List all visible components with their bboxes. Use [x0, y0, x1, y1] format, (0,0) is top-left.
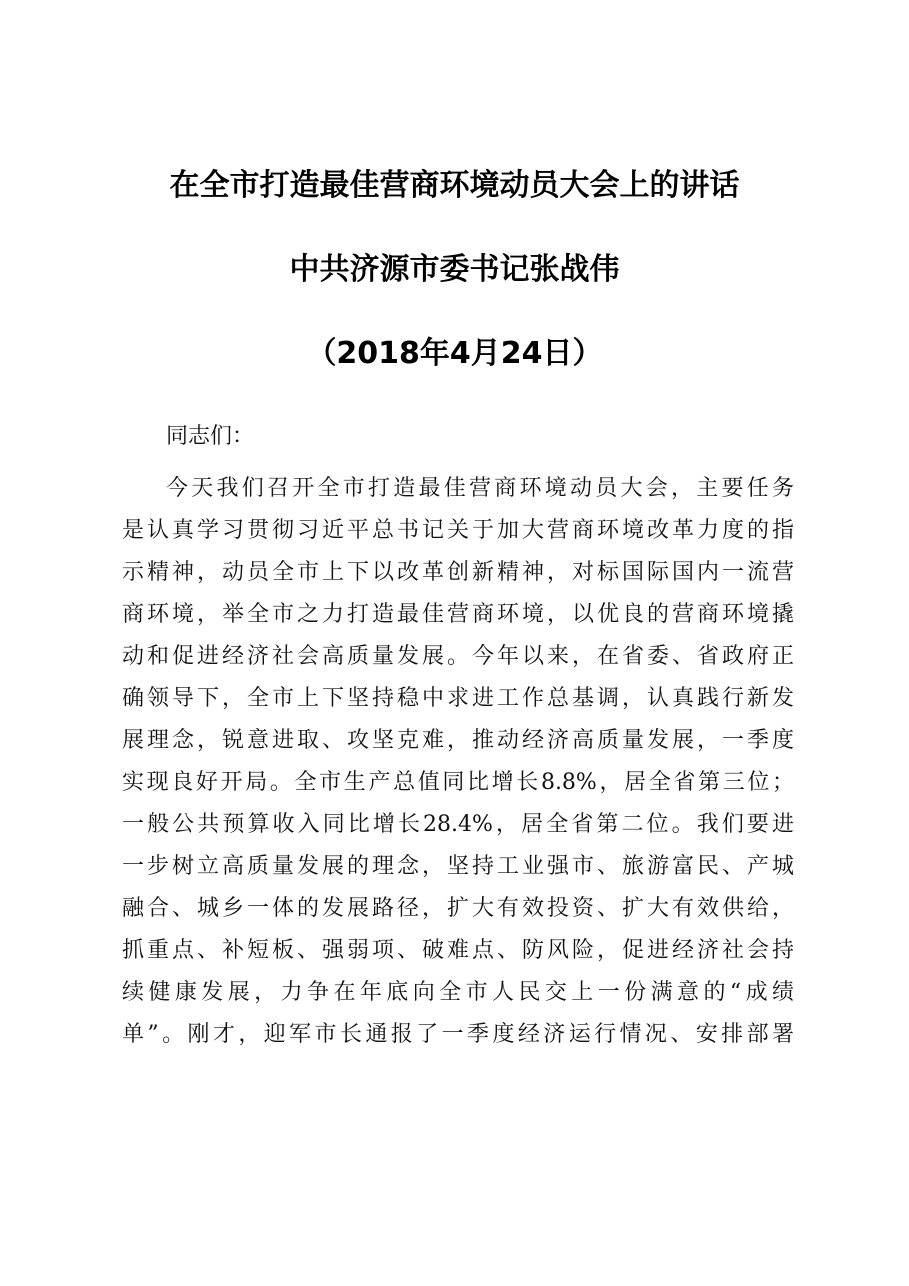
paragraph-line: 单”。刚才，迎军市长通报了一季度经济运行情况、安排部署	[122, 1022, 794, 1047]
document-title: 在全市打造最佳营商环境动员大会上的讲话	[169, 168, 740, 203]
paragraph-line: 实现良好开局。全市生产总值同比增长8.8%，居全省第三位；	[122, 770, 794, 795]
paragraph-line: 今天我们召开全市打造最佳营商环境动员大会，主要任务	[166, 476, 794, 501]
paragraph-line: 是认真学习贯彻习近平总书记关于加大营商环境改革力度的指	[122, 518, 794, 543]
paragraph-line: 一步树立高质量发展的理念，坚持工业强市、旅游富民、产城	[122, 854, 794, 879]
paragraph-line: 商环境，举全市之力打造最佳营商环境，以优良的营商环境撬	[122, 602, 794, 627]
date-line: （2018年4月24日）	[306, 336, 603, 371]
paragraph-line: 续健康发展，力争在年底向全市人民交上一份满意的“成绩	[122, 980, 794, 1005]
salutation: 同志们：	[166, 424, 255, 449]
paragraph-line: 抓重点、补短板、强弱项、破难点、防风险，促进经济社会持	[122, 938, 794, 963]
paragraph-line: 动和促进经济社会高质量发展。今年以来，在省委、省政府正	[122, 644, 794, 669]
paragraph-line: 一般公共预算收入同比增长28.4%，居全省第二位。我们要进	[122, 812, 794, 837]
paragraph-line: 示精神，动员全市上下以改革创新精神，对标国际国内一流营	[122, 560, 794, 585]
author-line: 中共济源市委书记张战伟	[289, 252, 620, 287]
paragraph-line: 展理念，锐意进取、攻坚克难，推动经济高质量发展，一季度	[122, 728, 794, 753]
body-paragraph	[122, 468, 794, 1056]
paragraph-line: 融合、城乡一体的发展路径，扩大有效投资、扩大有效供给，	[122, 896, 794, 921]
paragraph-line: 确领导下，全市上下坚持稳中求进工作总基调，认真践行新发	[122, 686, 794, 711]
